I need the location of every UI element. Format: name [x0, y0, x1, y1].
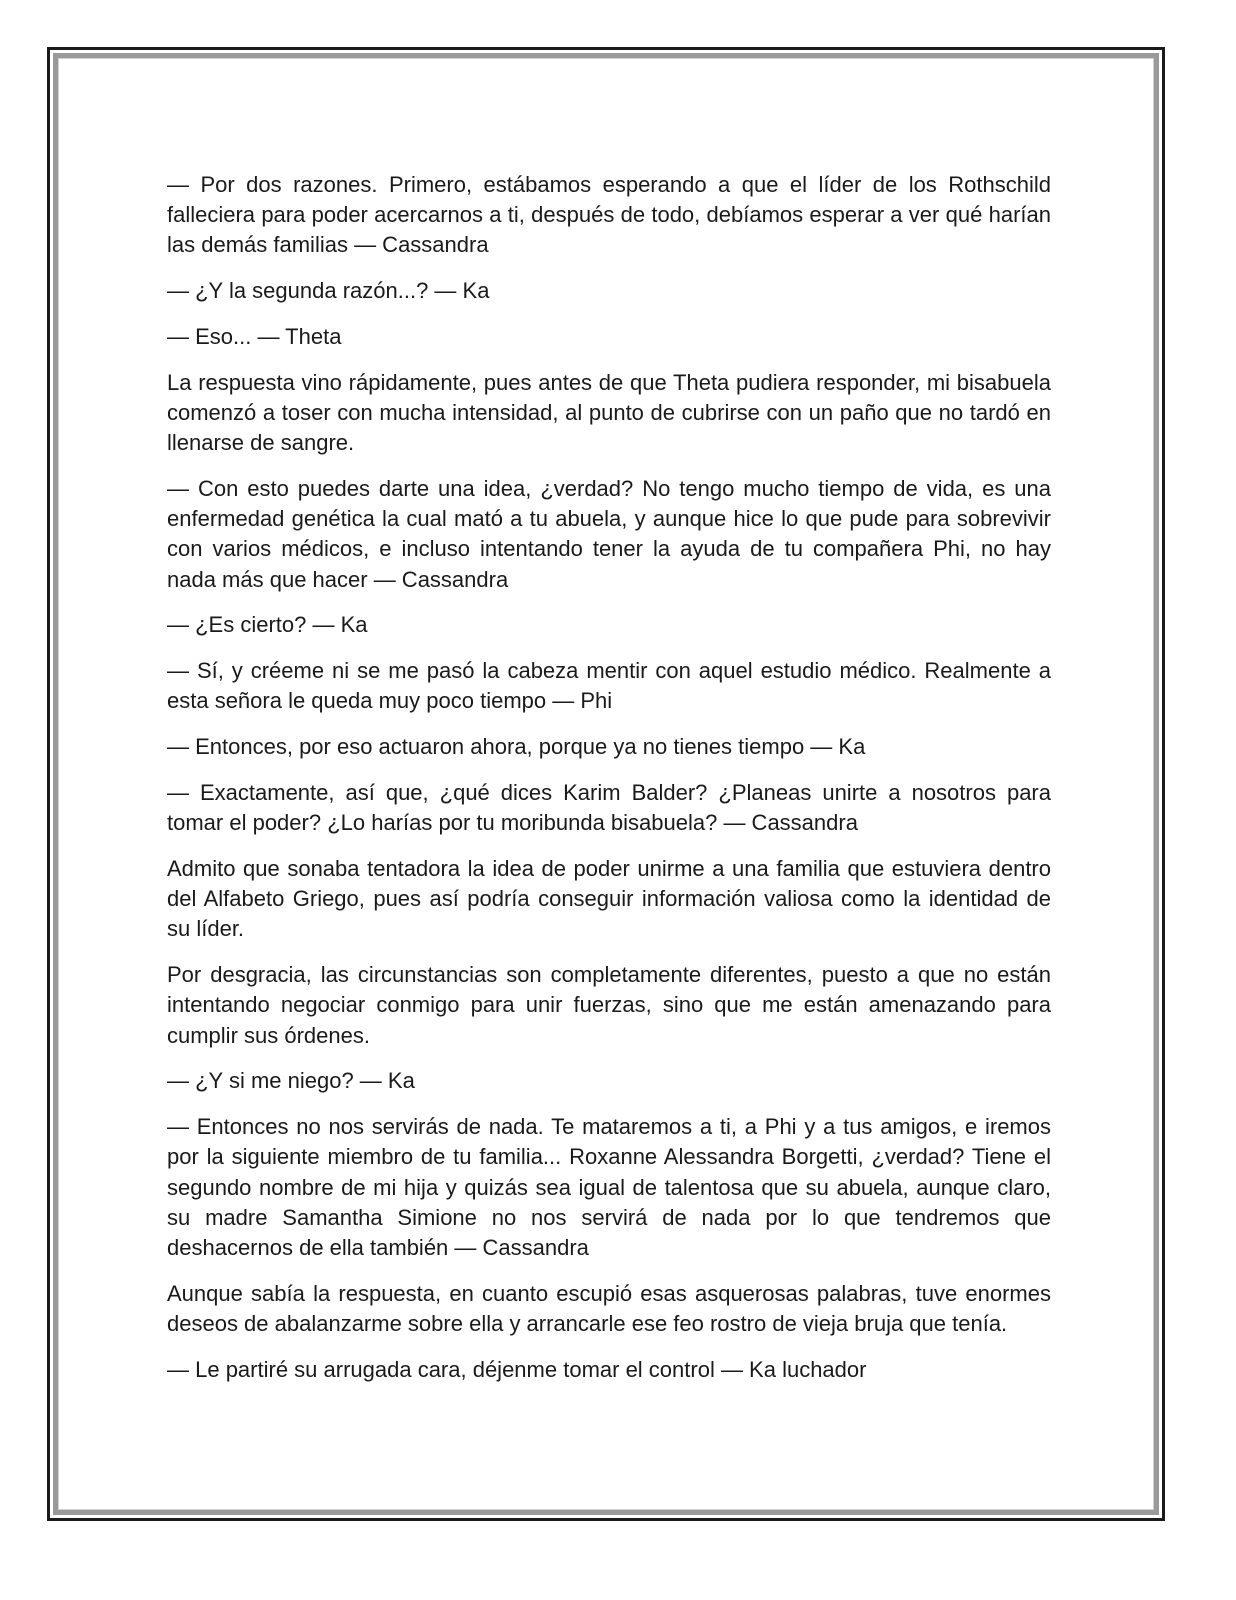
- paragraph: Por desgracia, las circunstancias son completamente diferentes, puesto a que no están intentando negociar conmigo para unir fuerzas, sino que me están amenazando para cumplir sus órdenes.: [167, 962, 1051, 1048]
- paragraph: Aunque sabía la respuesta, en cuanto escupió esas asquerosas palabras, tuve enormes deseos de abalanzarme sobre ella y arrancarle ese feo rostro de vieja bruja que tenía.: [167, 1280, 1051, 1337]
- paragraph: — Le partiré su arrugada cara, déjenme tomar el control — Ka luchador: [167, 1356, 867, 1382]
- paragraph: — Eso... — Theta: [167, 324, 342, 349]
- paragraph: La respuesta vino rápidamente, pues antes de que Theta pudiera responder, mi bisabuela comenzó a toser con mucha intensidad, al punto de cubrirse con un paño que no tardó en llenarse de sangre.: [167, 369, 1051, 456]
- paragraph: — Sí, y créeme ni se me pasó la cabeza mentir con aquel estudio médico. Realmente a esta señora le queda muy poco tiempo — Phi: [167, 658, 1051, 714]
- paragraph: — Entonces, por eso actuaron ahora, porque ya no tienes tiempo — Ka: [167, 734, 866, 760]
- document-body: [167, 170, 1051, 1401]
- paragraph: — Por dos razones. Primero, estábamos esperando a que el líder de los Rothschild falleciera para poder acercarnos a ti, después de todo, debíamos esperar a ver qué harían las demás familias — Cassandra: [167, 172, 1051, 258]
- paragraph: — ¿Es cierto? — Ka: [167, 612, 368, 638]
- paragraph: — ¿Y la segunda razón...? — Ka: [167, 278, 490, 304]
- paragraph: — ¿Y si me niego? — Ka: [167, 1068, 415, 1094]
- paragraph: Admito que sonaba tentadora la idea de poder unirme a una familia que estuviera dentro del Alfabeto Griego, pues así podría conseguir información valiosa como la identidad de su líder.: [167, 856, 1051, 942]
- paragraph: — Exactamente, así que, ¿qué dices Karim Balder? ¿Planeas unirte a nosotros para tomar el poder? ¿Lo harías por tu moribunda bisabuela? — Cassandra: [167, 780, 1051, 836]
- paragraph: — Con esto puedes darte una idea, ¿verdad? No tengo mucho tiempo de vida, es una enfermedad genética la cual mató a tu abuela, y aunque hice lo que pude para sobrevivir con varios médicos, e incluso intentando tener la ayuda de tu compañera Phi, no hay nada más que hacer — Cassandra: [167, 476, 1051, 592]
- paragraph: — Entonces no nos servirás de nada. Te mataremos a ti, a Phi y a tus amigos, e iremos por la siguiente miembro de tu familia... Roxanne Alessandra Borgetti, ¿verdad? Tiene el segundo nombre de mi hija y quizás sea igual de talentosa que su abuela, aunque claro, su madre Samantha Simione no nos servirá de nada por lo que tendremos que deshacernos de ella también — Cassandra: [167, 1114, 1051, 1261]
